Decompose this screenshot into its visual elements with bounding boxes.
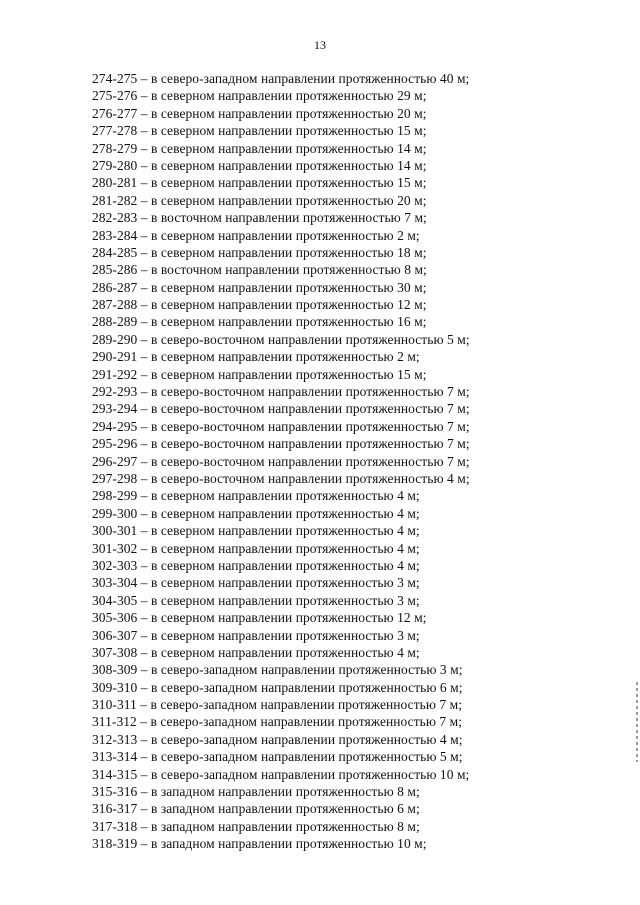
boundary-segment-line: 287-288 – в северном направлении протяженностью 12 м;: [92, 297, 427, 313]
boundary-segment-line: 275-276 – в северном направлении протяженностью 29 м;: [92, 88, 427, 104]
boundary-segment-line: 298-299 – в северном направлении протяженностью 4 м;: [92, 488, 420, 504]
boundary-segment-line: 308-309 – в северо-западном направлении протяженностью 3 м;: [92, 662, 463, 678]
boundary-segment-line: 278-279 – в северном направлении протяженностью 14 м;: [92, 140, 427, 156]
boundary-segment-line: 295-296 – в северо-восточном направлении протяженностью 7 м;: [92, 436, 470, 452]
boundary-segment-line: 313-314 – в северо-западном направлении протяженностью 5 м;: [92, 749, 463, 765]
boundary-segment-line: 282-283 – в восточном направлении протяженностью 7 м;: [92, 210, 427, 226]
scan-margin-marks: [636, 682, 638, 762]
boundary-segment-line: 302-303 – в северном направлении протяженностью 4 м;: [92, 557, 420, 573]
boundary-segment-line: 314-315 – в северо-западном направлении протяженностью 10 м;: [92, 766, 470, 782]
boundary-segment-line: 280-281 – в северном направлении протяженностью 15 м;: [92, 175, 427, 191]
boundary-segment-line: 288-289 – в северном направлении протяженностью 16 м;: [92, 314, 427, 330]
boundary-segment-line: 304-305 – в северном направлении протяженностью 3 м;: [92, 592, 420, 608]
boundary-segment-line: 318-319 – в западном направлении протяженностью 10 м;: [92, 836, 427, 852]
boundary-segment-line: 311-312 – в северо-западном направлении протяженностью 7 м;: [92, 714, 463, 730]
boundary-segment-line: 284-285 – в северном направлении протяженностью 18 м;: [92, 244, 427, 260]
boundary-segment-line: 300-301 – в северном направлении протяженностью 4 м;: [92, 523, 420, 539]
boundary-segment-line: 285-286 – в восточном направлении протяженностью 8 м;: [92, 262, 427, 278]
boundary-segment-line: 305-306 – в северном направлении протяженностью 12 м;: [92, 610, 427, 626]
boundary-segment-line: 281-282 – в северном направлении протяженностью 20 м;: [92, 192, 427, 208]
boundary-segment-line: 279-280 – в северном направлении протяженностью 14 м;: [92, 157, 427, 173]
boundary-segment-line: 301-302 – в северном направлении протяженностью 4 м;: [92, 540, 420, 556]
boundary-segment-line: 312-313 – в северо-западном направлении протяженностью 4 м;: [92, 731, 463, 747]
boundary-segment-line: 297-298 – в северо-восточном направлении протяженностью 4 м;: [92, 470, 470, 486]
boundary-segment-line: 296-297 – в северо-восточном направлении протяженностью 7 м;: [92, 453, 470, 469]
boundary-segment-line: 292-293 – в северо-восточном направлении протяженностью 7 м;: [92, 384, 470, 400]
boundary-segment-line: 309-310 – в северо-западном направлении протяженностью 6 м;: [92, 679, 463, 695]
boundary-segment-line: 293-294 – в северо-восточном направлении протяженностью 7 м;: [92, 401, 470, 417]
boundary-segment-line: 316-317 – в западном направлении протяженностью 6 м;: [92, 801, 420, 817]
boundary-segment-line: 317-318 – в западном направлении протяженностью 8 м;: [92, 818, 420, 834]
boundary-segment-line: 299-300 – в северном направлении протяженностью 4 м;: [92, 505, 420, 521]
boundary-segment-line: 286-287 – в северном направлении протяженностью 30 м;: [92, 279, 427, 295]
boundary-segment-line: 277-278 – в северном направлении протяженностью 15 м;: [92, 123, 427, 139]
boundary-segment-line: 307-308 – в северном направлении протяженностью 4 м;: [92, 644, 420, 660]
boundary-segment-line: 294-295 – в северо-восточном направлении протяженностью 7 м;: [92, 418, 470, 434]
boundary-segment-line: 283-284 – в северном направлении протяженностью 2 м;: [92, 227, 420, 243]
boundary-segment-line: 306-307 – в северном направлении протяженностью 3 м;: [92, 627, 420, 643]
boundary-segment-line: 310-311 – в северо-западном направлении протяженностью 7 м;: [92, 697, 463, 713]
page-number: 13: [314, 38, 326, 52]
boundary-segment-line: 276-277 – в северном направлении протяженностью 20 м;: [92, 105, 427, 121]
boundary-segment-line: 291-292 – в северном направлении протяженностью 15 м;: [92, 366, 427, 382]
boundary-segment-line: 315-316 – в западном направлении протяженностью 8 м;: [92, 784, 420, 800]
boundary-segment-line: 303-304 – в северном направлении протяженностью 3 м;: [92, 575, 420, 591]
boundary-segment-line: 274-275 – в северо-западном направлении протяженностью 40 м;: [92, 71, 470, 86]
boundary-segment-line: 289-290 – в северо-восточном направлении протяженностью 5 м;: [92, 331, 470, 347]
boundary-segment-line: 290-291 – в северном направлении протяженностью 2 м;: [92, 349, 420, 365]
boundary-description-list: [92, 70, 470, 853]
